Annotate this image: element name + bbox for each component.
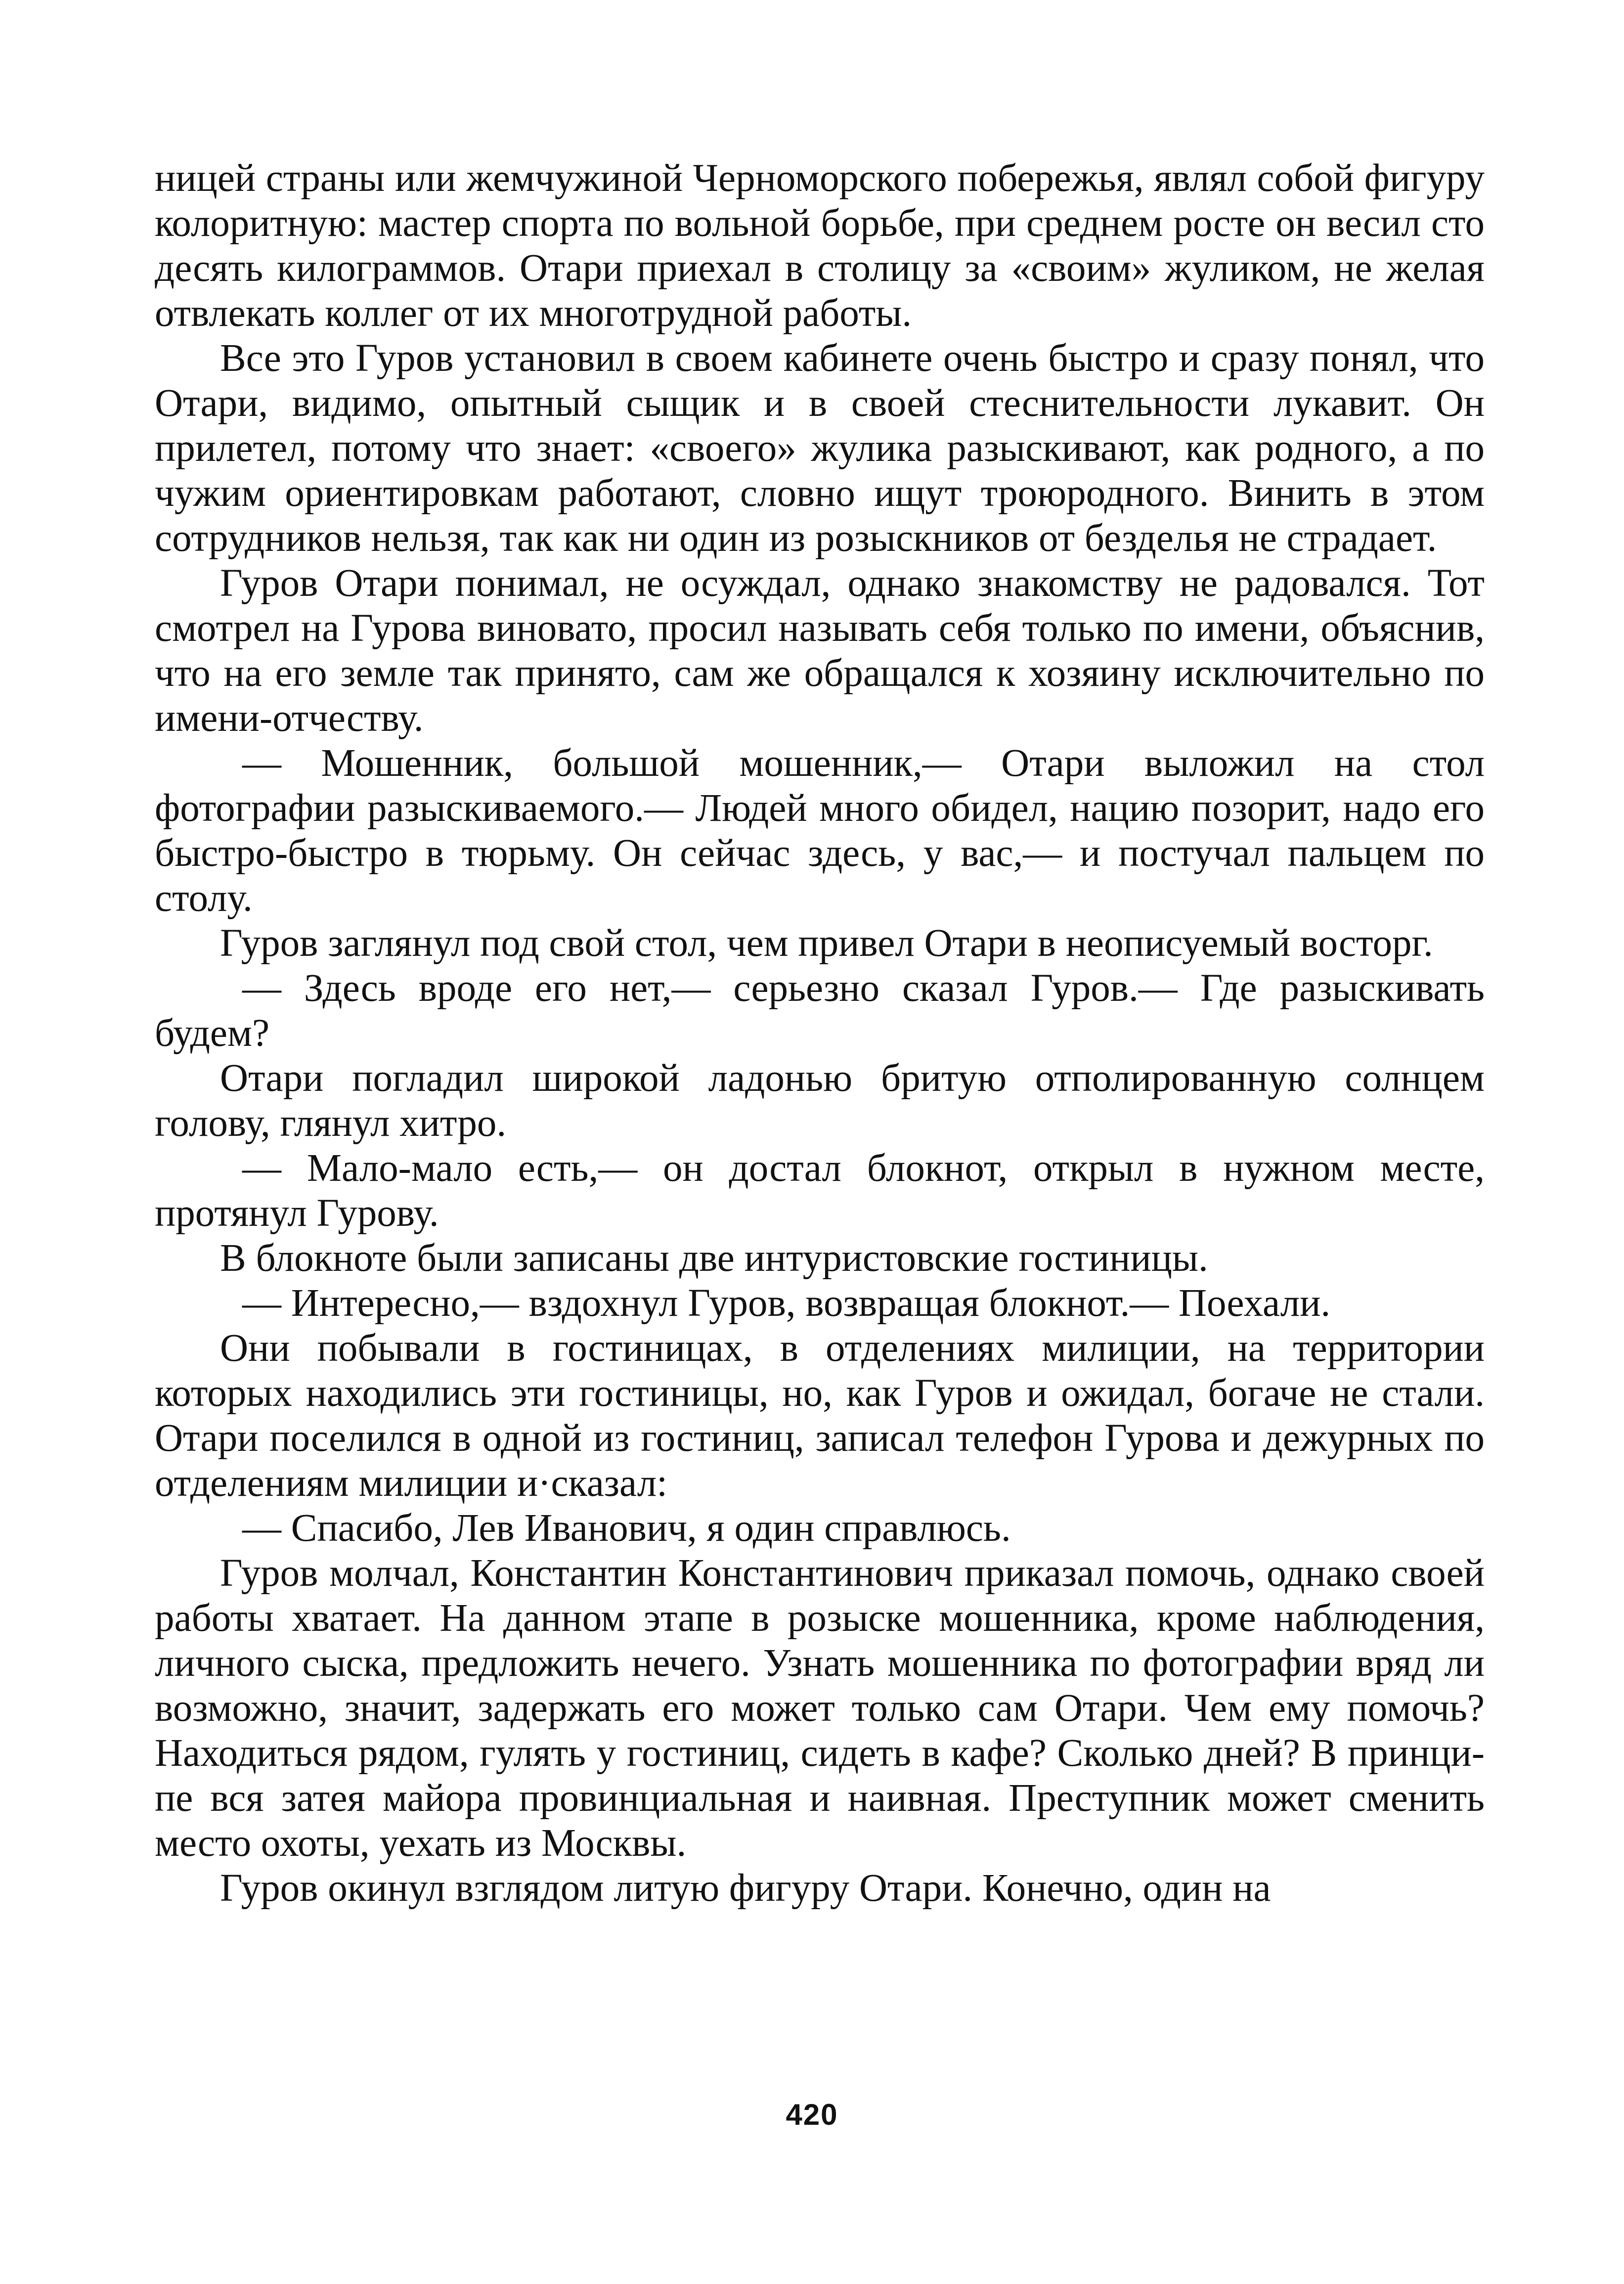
dialogue-not-here: — Здесь вроде его нет,— серьезно сказал Гуров.— Где разыскивать будем? (155, 967, 1485, 1055)
page-text-column (155, 156, 1485, 1911)
dialogue-notebook: — Мало-мало есть,— он достал блокнот, открыл в нужном месте, протянул Гурову. (155, 1147, 1485, 1235)
paragraph-gurov-glanced: Гуров окинул взглядом литую фигуру Отари. Конечно, один на (220, 1867, 1271, 1910)
paragraph-two-hotels: В блокноте были записаны две интуристовские гостиницы. (220, 1237, 1208, 1280)
paragraph-continuation: ницей страны или жемчужиной Черноморского побережья, являл собой фигуру колоритную: мастер спорта по вольной борьбе, при среднем росте он весил сто десять килограммов. Отари приехал в столицу за «своим» жуликом, не желая отвлекать коллег от их многотрудной работы. (155, 157, 1485, 335)
dialogue-swindler: — Мошенник, большой мошенник,— Отари выложил на стол фотографии разыскиваемого.— Людей много обидел, нацию позорит, надо его быстро-быстро в тюрьму. Он сейчас здесь, у вас,— и постучал пальцем по столу. (155, 742, 1485, 920)
paragraph-gurov-silent: Гуров молчал, Константин Константинович приказал помочь, однако своей работы хватает. На данном этапе в розыске мошенника, кроме наблюдения, личного сыска, предложить нечего. Узнать мошенника по фотографии вряд ли возможно, значит, задержать его может только сам Отари. Чем ему помочь? Находиться рядом, гулять у гостиниц, сидеть в кафе? Сколько дней? В принципе вся затея майора провинциальная и наивная. Преступник может сменить место охоты, уехать из Москвы. (155, 1552, 1485, 1865)
dialogue-thank-you: — Спасибо, Лев Иванович, я один справлюсь. (242, 1507, 1011, 1550)
dialogue-lets-go: — Интересно,— вздохнул Гуров, возвращая блокнот.— Поехали. (242, 1282, 1331, 1325)
paragraph-stroked-head: Отари погладил широкой ладонью бритую отполированную солнцем голову, глянул хитро. (155, 1057, 1485, 1145)
paragraph-visited-hotels: Они побывали в гостиницах, в отделениях милиции, на территории которых находились эти гостиницы, но, как Гуров и ожидал, богаче не стали. Отари поселился в одной из гостиниц, записал телефон Гурова и дежурных по отделениям милиции и·сказал: (155, 1327, 1485, 1505)
paragraph-gurov-established: Все это Гуров установил в своем кабинете очень быстро и сразу понял, что Отари, видимо, опытный сыщик и в своей стеснительности лукавит. Он прилетел, потому что знает: «своего» жулика разыскивают, как родного, а по чужим ориентировкам работают, словно ищут троюродного. Винить в этом сотрудников нельзя, так как ни один из розыскников от безделья не страдает. (155, 337, 1485, 560)
paragraph-gurov-understood: Гуров Отари понимал, не осуждал, однако знакомству не радовался. Тот смотрел на Гурова виновато, просил называть себя только по имени, объяснив, что на его земле так принято, сам же обращался к хозяину исключительно по имени-отчеству. (155, 562, 1485, 740)
paragraph-under-table: Гуров заглянул под свой стол, чем привел Отари в неописуемый восторг. (220, 922, 1433, 965)
page-number: 420 (786, 2098, 838, 2131)
